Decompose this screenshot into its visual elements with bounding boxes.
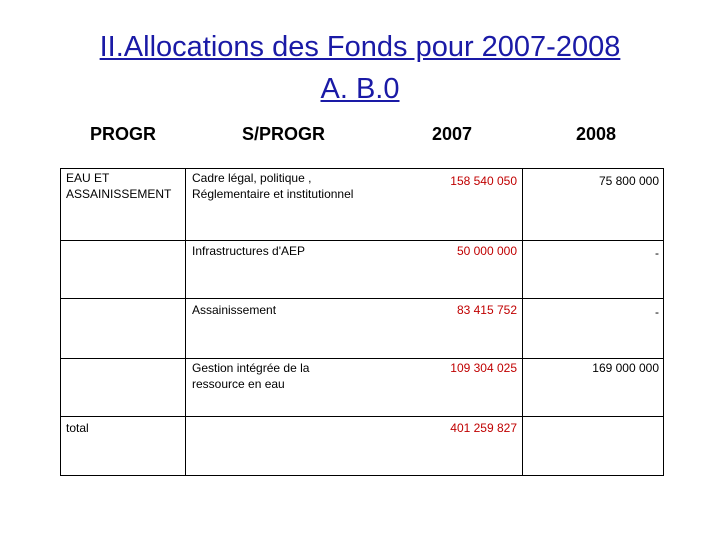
total-label: total — [66, 421, 89, 435]
amount-2007: 158 540 050 — [450, 174, 517, 188]
header-progr: PROGR — [90, 124, 157, 144]
amount-2008: 75 800 000 — [598, 174, 659, 188]
amount-2008: 169 000 000 — [592, 361, 659, 375]
progr-cell: EAU ET ASSAINISSEMENT — [66, 171, 172, 201]
row-divider — [60, 416, 664, 417]
amount-2007: 83 415 752 — [456, 303, 517, 317]
amount-2007: 50 000 000 — [456, 244, 517, 258]
sprogr-cell: Infrastructures d'AEP — [192, 244, 306, 258]
col-divider — [522, 168, 523, 476]
row-divider — [60, 298, 664, 299]
row-divider — [60, 358, 664, 359]
header-2008: 2008 — [576, 124, 617, 144]
header-2007: 2007 — [432, 124, 473, 144]
sprogr-cell: Cadre légal, politique , Réglementaire et institutionnel — [192, 171, 354, 201]
amount-2008: - — [655, 246, 659, 260]
sprogr-cell: Assainissement — [192, 303, 277, 317]
page-subtitle: A. B.0 — [320, 73, 400, 105]
sprogr-cell: Gestion intégrée de la ressource en eau — [192, 361, 310, 391]
amount-2007: 109 304 025 — [450, 361, 517, 375]
page-title: II.Allocations des Fonds pour 2007-2008 — [99, 31, 621, 63]
amount-2008: - — [655, 305, 659, 319]
total-2007: 401 259 827 — [450, 421, 517, 435]
header-sprogr: S/PROGR — [242, 124, 326, 144]
row-divider — [60, 240, 664, 241]
col-divider — [185, 168, 186, 476]
